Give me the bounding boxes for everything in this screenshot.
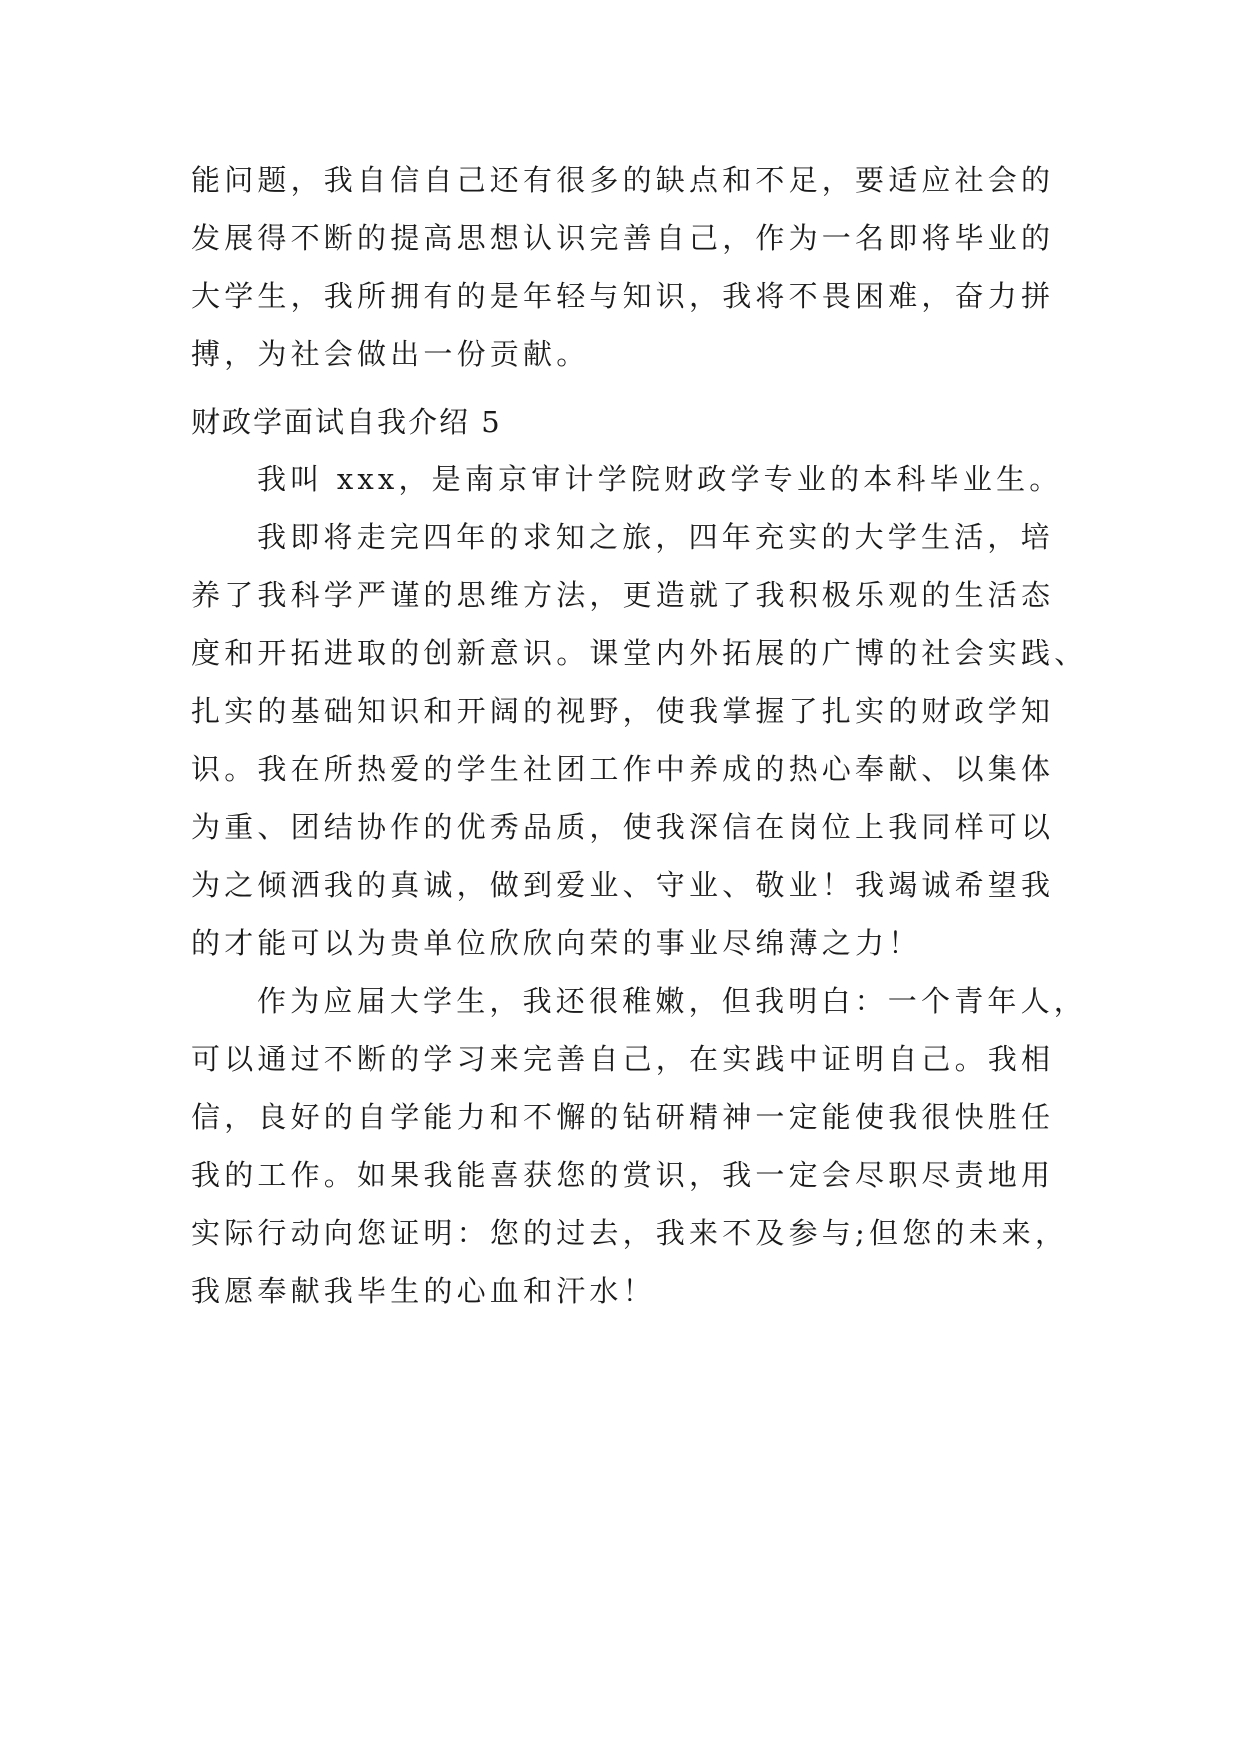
paragraph-line: 我即将走完四年的求知之旅，四年充实的大学生活，培 xyxy=(257,520,1054,554)
paragraph-line: 能问题，我自信自己还有很多的缺点和不足，要适应社会的 xyxy=(191,163,1055,197)
intro-paragraph xyxy=(191,450,1063,508)
paragraph-line: 大学生，我所拥有的是年轻与知识，我将不畏困难，奋力拼 xyxy=(191,279,1055,313)
paragraph-line: 为重、团结协作的优秀品质，使我深信在岗位上我同样可以 xyxy=(191,810,1055,844)
paragraph-line: 可以通过不断的学习来完善自己，在实践中证明自己。我相 xyxy=(191,1042,1055,1076)
paragraph-line: 为之倾洒我的真诚，做到爱业、守业、敬业！我竭诚希望我 xyxy=(191,868,1055,902)
main-text xyxy=(191,450,1088,1320)
paragraph-line: 养了我科学严谨的思维方法，更造就了我积极乐观的生活态 xyxy=(191,578,1055,612)
paragraph-line: 信，良好的自学能力和不懈的钻研精神一定能使我很快胜任 xyxy=(191,1100,1055,1134)
paragraph-line: 我的工作。如果我能喜获您的赏识，我一定会尽职尽责地用 xyxy=(191,1158,1055,1192)
body-paragraph-1 xyxy=(191,508,1088,972)
paragraph-line: 的才能可以为贵单位欣欣向荣的事业尽绵薄之力！ xyxy=(191,926,922,960)
paragraph-line: 发展得不断的提高思想认识完善自己，作为一名即将毕业的 xyxy=(191,221,1055,255)
paragraph-line: 搏，为社会做出一份贡献。 xyxy=(191,337,590,371)
paragraph-line: 实际行动向您证明：您的过去，我来不及参与;但您的未来， xyxy=(191,1216,1069,1250)
continuation-paragraph xyxy=(191,151,1055,383)
paragraph-line: 度和开拓进取的创新意识。课堂内外拓展的广博的社会实践、 xyxy=(191,636,1088,670)
paragraph-line: 扎实的基础知识和开阔的视野，使我掌握了扎实的财政学知 xyxy=(191,694,1055,728)
paragraph-line: 我叫 xxx，是南京审计学院财政学专业的本科毕业生。 xyxy=(257,462,1063,496)
paragraph-line: 我愿奉献我毕生的心血和汗水！ xyxy=(191,1274,656,1308)
paragraph-line: 作为应届大学生，我还很稚嫩，但我明白：一个青年人， xyxy=(257,984,1088,1018)
body-paragraph-2 xyxy=(191,972,1088,1320)
section-heading: 财政学面试自我介绍 5 xyxy=(191,405,502,439)
paragraph-line: 识。我在所热爱的学生社团工作中养成的热心奉献、以集体 xyxy=(191,752,1055,786)
